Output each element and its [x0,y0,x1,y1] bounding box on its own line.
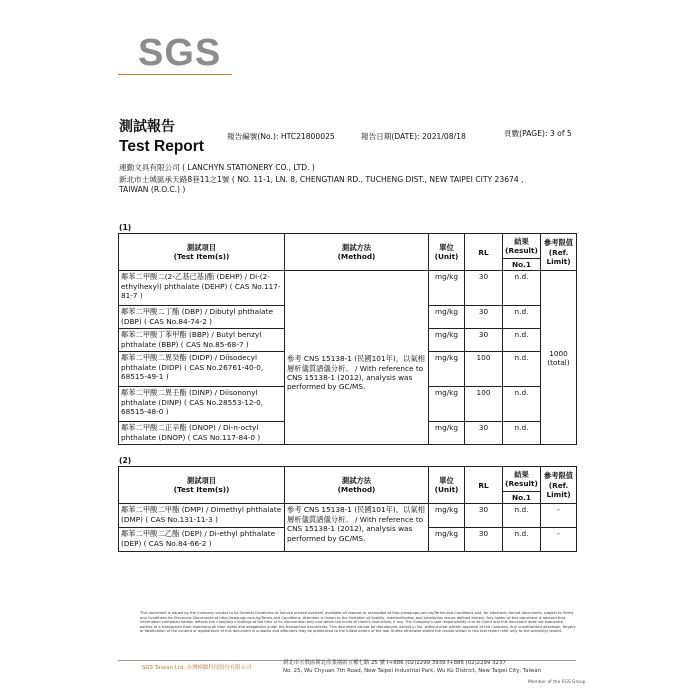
page-number: 頁數(PAGE): 3 of 5 [504,129,572,138]
footer-address-zh: 新北市五股區新北產業園區五權七路 25 號 t+886 (02)2299 3939 f+886 (02)2299 3237 [283,660,506,666]
header-ref-limit: 參考限值 (Ref. Limit) [541,467,577,504]
company-name: 連勤文具有限公司 ( LANCHYN STATIONERY CO., LTD. ) [119,163,315,172]
report-number: 報告編號(No.): HTC21800025 [227,132,335,141]
table-row-rl: 100 [465,387,503,422]
header-sample-no1: No.1 [503,492,541,504]
table-row-rl: 30 [465,504,503,528]
table-row-rl: 30 [465,528,503,552]
method-cell: 參考 CNS 15138-1 (民國101年)，以氣相層析儀質譜儀分析。 / With reference to CNS 15138-1 (2012), analysis was performed by GC/MS. [285,504,429,552]
table-row-unit: mg/kg [429,352,465,387]
company-address-line-2: TAIWAN (R.O.C.) ) [119,185,186,194]
company-address-line-1: 新北市土城區承天路8巷11之1號 ( NO. 11-1, LN. 8, CHENGTIAN RD., TUCHENG DIST., NEW TAIPEI CITY 23674 , [119,175,524,184]
table-row-item: 鄰苯二甲酸二正辛酯 (DNOP) / Di-n-octyl phthalate (DNOP) ( CAS No.117-84-0 ) [119,422,285,445]
table-row-item: 鄰苯二甲酸二丁酯 (DBP) / Dibutyl phthalate (DBP) ( CAS No.84-74-2 ) [119,306,285,329]
table-row-result: n.d. [503,528,541,552]
header-rl: RL [465,234,503,271]
header-unit: 單位 (Unit) [429,234,465,271]
header-result: 結果 (Result) [503,467,541,492]
table-row-rl: 30 [465,422,503,445]
sgs-logo: SGS [138,32,222,74]
table-row-item: 鄰苯二甲酸二(2-乙基己基)酯 (DEHP) / Di-(2-ethylhexyl) phthalate (DEHP) ( CAS No.117-81-7 ) [119,271,285,306]
footer-address-en: No. 25, Wu Chyuan 7th Road, New Taipei Industrial Park, Wu Ku District, New Taipei City, Taiwan [283,668,542,674]
footer-company: SGS Taiwan Ltd. 台灣檢驗科技股份有限公司 [142,665,252,671]
header-unit: 單位 (Unit) [429,467,465,504]
header-result: 結果 (Result) [503,234,541,259]
table-row-unit: mg/kg [429,504,465,528]
table-row-item: 鄰苯二甲酸二乙酯 (DEP) / Di-ethyl phthalate (DEP) ( CAS No.84-66-2 ) [119,528,285,552]
table-row-item: 鄰苯二甲酸二甲酯 (DMP) / Dimethyl phthalate (DMP) ( CAS No.131-11-3 ) [119,504,285,528]
section-2-label: (2) [119,456,132,465]
logo-underline [118,74,232,75]
table-row-limit: - [541,528,577,552]
header-sample-no1: No.1 [503,259,541,271]
method-cell: 參考 CNS 15138-1 (民國101年)，以氣相層析儀質譜儀分析。 / With reference to CNS 15138-1 (2012), analysis was performed by GC/MS. [285,271,429,445]
table-row-item: 鄰苯二甲酸二異癸酯 (DIDP) / Diisodecyl phthalate (DIDP) ( CAS No.26761-40-0, 68515-49-1 ) [119,352,285,387]
table-row-result: n.d. [503,306,541,329]
header-test-item: 測試項目 (Test Item(s)) [119,234,285,271]
header-rl: RL [465,467,503,504]
footer-disclaimer: This document is issued by the Company subject to its General Conditions of Service printed overleaf, available on request or accessible at http://www.sgs.com.tw/Terms-and-Conditions and, for electronic format documents, subject to Terms and Conditions for Electronic Documents at http://www.sgs.com.tw/Terms-and-Conditions. Attention is drawn to the limitation of liability, indemnification and jurisdiction issues defined therein. Any holder of this document is advised that information contained hereon reflects the Company's findings at the time of its intervention only and within the limits of client's instruction, if any. The Company's sole responsibility is to its Client and this document does not exonerate parties to a transaction from exercising all their rights and obligations under the transaction documents. This document cannot be reproduced, except in full, without prior written approval of the Company. Any unauthorized alteration, forgery or falsification of the content or appearance of this document is unlawful and offenders may be prosecuted to the fullest extent of the law. Unless otherwise stated the results shown in this test report refer only to the sample(s) tested. [140,611,576,634]
ref-limit-cell: 1000 (total) [541,271,577,445]
table-row-result: n.d. [503,271,541,306]
header-ref-limit: 參考限值 (Ref. Limit) [541,234,577,271]
table-row-result: n.d. [503,329,541,352]
table-row-rl: 100 [465,352,503,387]
report-date: 報告日期(DATE): 2021/08/18 [361,132,466,141]
table-row-item: 鄰苯二甲酸二異壬酯 (DINP) / Diisononyl phthalate (DINP) ( CAS No.28553-12-0, 68515-48-0 ) [119,387,285,422]
table-row-unit: mg/kg [429,528,465,552]
title-english: Test Report [119,138,204,155]
table-row-rl: 30 [465,329,503,352]
header-method: 測試方法 (Method) [285,234,429,271]
table-row-result: n.d. [503,504,541,528]
table-row-result: n.d. [503,422,541,445]
title-chinese: 測試報告 [119,119,175,135]
table-row-rl: 30 [465,306,503,329]
table-row-result: n.d. [503,387,541,422]
header-method: 測試方法 (Method) [285,467,429,504]
table-row-unit: mg/kg [429,422,465,445]
table-row-unit: mg/kg [429,306,465,329]
header-test-item: 測試項目 (Test Item(s)) [119,467,285,504]
table-row-item: 鄰苯二甲酸丁苯甲酯 (BBP) / Butyl benzyl phthalate (BBP) ( CAS No.85-68-7 ) [119,329,285,352]
results-table-2 [118,466,577,552]
results-table-1 [118,233,577,445]
section-1-label: (1) [119,223,132,232]
table-row-unit: mg/kg [429,387,465,422]
footer-member: Member of the SGS Group [528,680,586,685]
table-row-unit: mg/kg [429,271,465,306]
table-row-rl: 30 [465,271,503,306]
table-row-result: n.d. [503,352,541,387]
table-row-limit: - [541,504,577,528]
table-row-unit: mg/kg [429,329,465,352]
